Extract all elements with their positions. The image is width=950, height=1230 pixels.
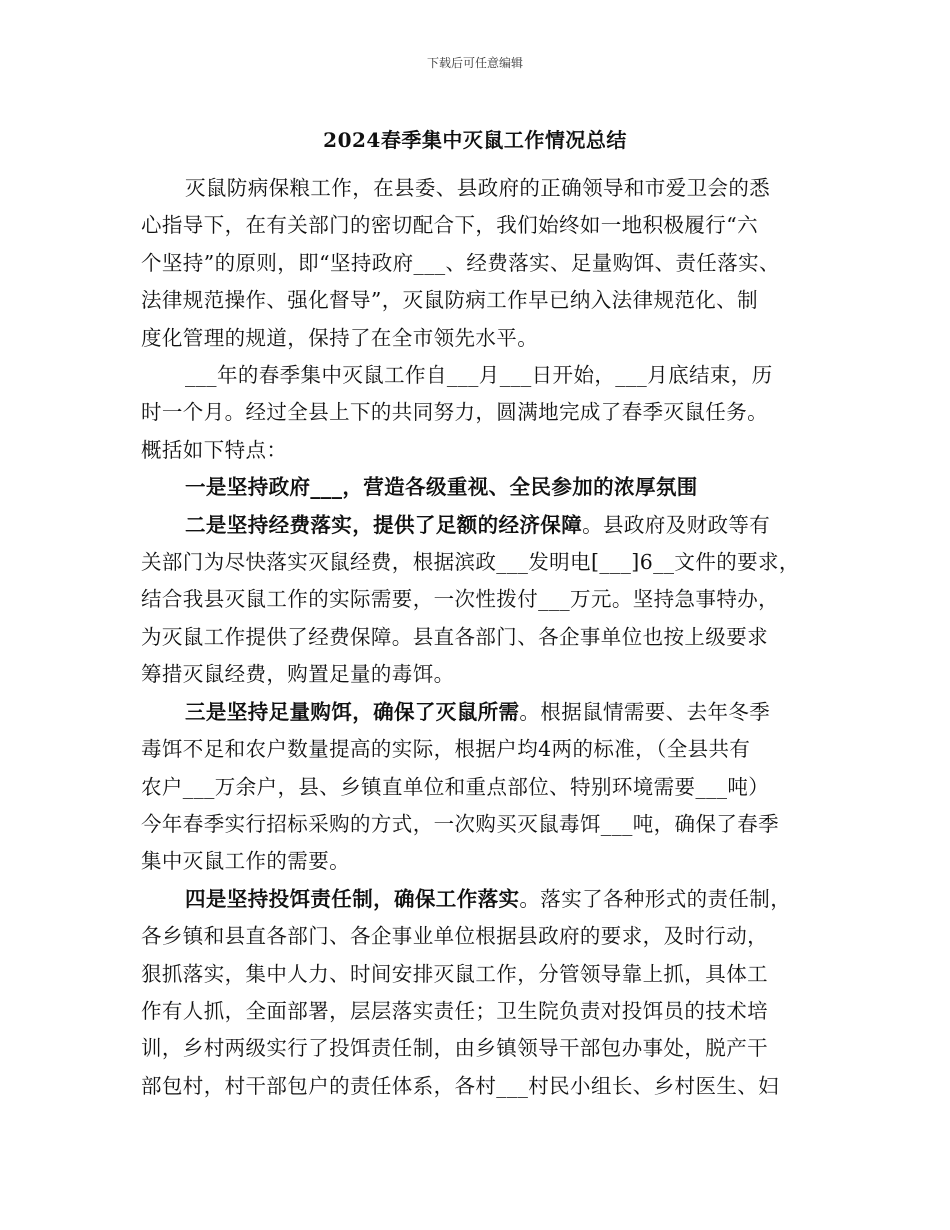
paragraph-intro (141, 170, 825, 357)
text-line: 关部门为尽快落实灭鼠经费，根据滨政___发明电[___]6__文件的要求， (141, 550, 800, 575)
text-span: 。县政府及财政等有 (582, 512, 771, 537)
text-line: 训，乡村两级实行了投饵责任制，由乡镇领导干部包办事处，脱产干 (141, 1036, 768, 1061)
paragraph-point-4 (141, 881, 825, 1105)
text-line: 今年春季实行招标采购的方式，一次购买灭鼠毒饵___吨，确保了春季 (141, 811, 780, 836)
section-heading: 三是坚持足量购饵，确保了灭鼠所需 (185, 699, 520, 724)
section-heading: 四是坚持投饵责任制，确保工作落实 (185, 886, 520, 911)
text-line: 筹措灭鼠经费，购置足量的毒饵。 (141, 662, 455, 687)
paragraph-point-2 (141, 507, 825, 694)
section-heading: 一是坚持政府___，营造各级重视、全民参加的浓厚氛围 (185, 475, 698, 500)
text-line: 各乡镇和县直各部门、各企事业单位根据县政府的要求，及时行动， (141, 924, 768, 949)
paragraph-timeline (141, 357, 825, 469)
text-line (141, 881, 825, 918)
text-line: 概括如下特点： (141, 437, 288, 462)
text-line: 时一个月。经过全县上下的共同努力，圆满地完成了春季灭鼠任务。 (141, 400, 768, 425)
text-line: 法律规范操作、强化督导”，灭鼠防病工作早已纳入法律规范化、制 (141, 288, 758, 313)
text-line: 农户___万余户，县、乡镇直单位和重点部位、特别环境需要___吨） (141, 774, 770, 799)
text-line: 部包村，村干部包户的责任体系，各村___村民小组长、乡村医生、妇 (141, 1073, 780, 1098)
text-line (141, 507, 825, 544)
header-note: 下载后可任意编辑 (426, 56, 523, 70)
text-span: 。落实了各种形式的责任制， (519, 886, 792, 911)
paragraph-point-3 (141, 694, 825, 881)
section-heading: 二是坚持经费落实，提供了足额的经济保障 (185, 512, 583, 537)
text-line: 集中灭鼠工作的需要。 (141, 849, 350, 874)
text-line: 狠抓落实，集中人力、时间安排灭鼠工作，分管领导靠上抓，具体工 (141, 961, 768, 986)
text-line: 个坚持”的原则，即“坚持政府___、经费落实、足量购饵、责任落实、 (141, 250, 780, 275)
text-line: 度化管理的规道，保持了在全市领先水平。 (141, 325, 539, 350)
text-line: 毒饵不足和农户数量提高的实际，根据户均4两的标准，（全县共有 (141, 737, 751, 762)
paragraph-point-1 (141, 469, 825, 506)
text-line: 灭鼠防病保粮工作，在县委、县政府的正确领导和市爱卫会的悉 (185, 176, 771, 200)
document-body (141, 170, 825, 1105)
text-line (141, 694, 825, 731)
document-title: 2024春季集中灭鼠工作情况总结 (323, 128, 627, 152)
text-line: 结合我县灭鼠工作的实际需要，一次性拨付___万元。坚持急事特办， (141, 587, 780, 612)
text-line: 为灭鼠工作提供了经费保障。县直各部门、各企事单位也按上级要求 (141, 624, 768, 649)
text-line: ___年的春季集中灭鼠工作自___月___日开始，___月底结束，历 (185, 363, 773, 388)
text-span: 。根据鼠情需要、去年冬季 (519, 699, 771, 724)
text-line: 作有人抓，全面部署，层层落实责任；卫生院负责对投饵员的技术培 (141, 998, 768, 1023)
text-line: 心指导下，在有关部门的密切配合下，我们始终如一地积极履行“六 (141, 213, 758, 238)
